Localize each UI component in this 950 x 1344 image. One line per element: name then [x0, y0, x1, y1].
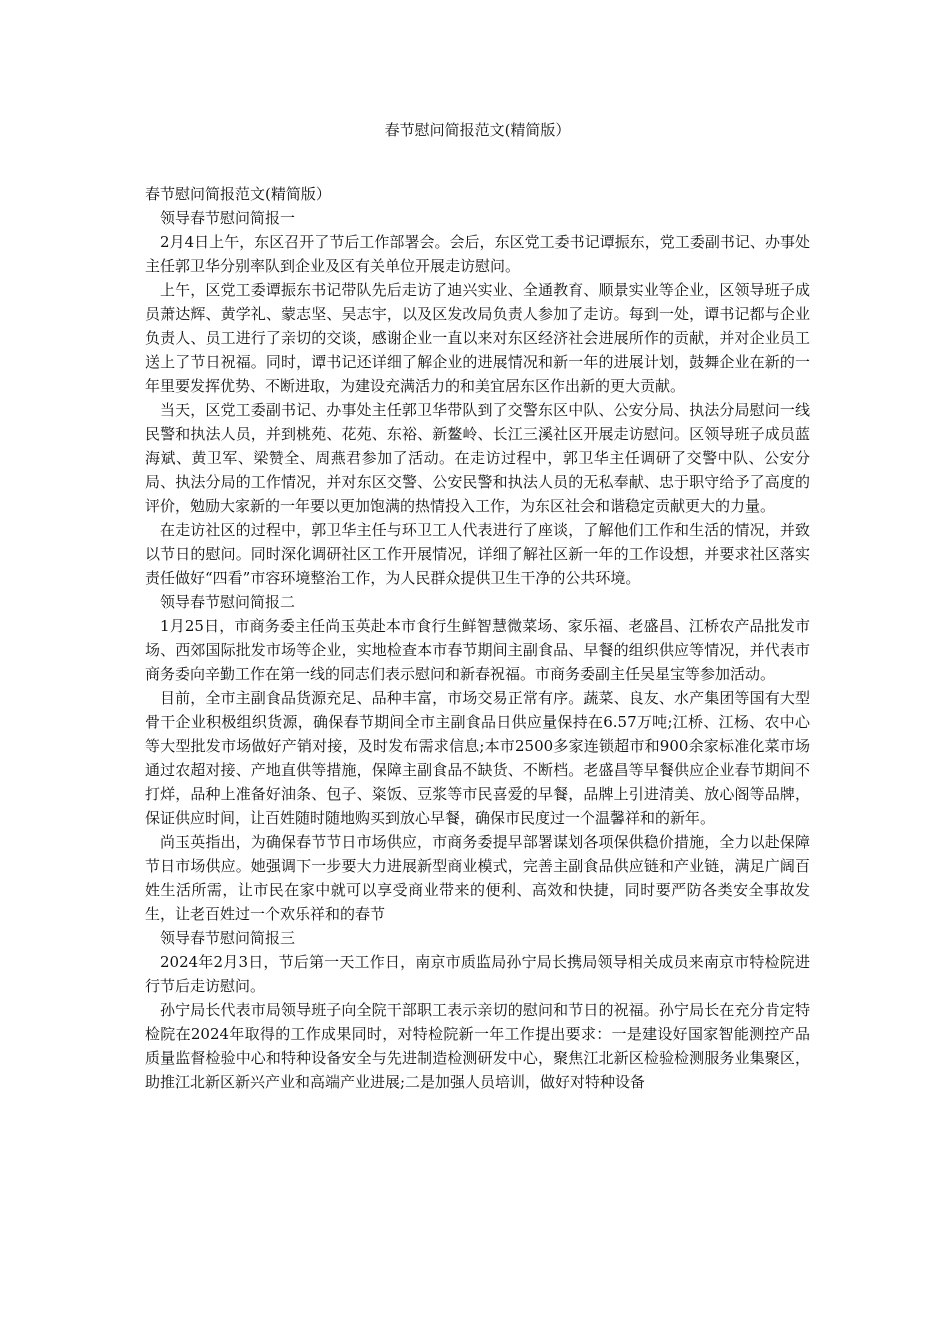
section-heading: 领导春节慰问简报一	[160, 209, 296, 227]
document-title: 春节慰问简报范文(精简版）	[384, 121, 571, 139]
section-heading: 领导春节慰问简报三	[160, 929, 296, 947]
paragraph: 1月25日，市商务委主任尚玉英赴本市食行生鲜智慧微菜场、家乐福、老盛昌、江桥农产品批发市场、西郊国际批发市场等企业，实地检查本市春节期间主副食品、早餐的组织供应等情况，并代表市商务委向辛勤工作在第一线的同志们表示慰问和新春祝福。市商务委副主任吴星宝等参加活动。	[145, 617, 810, 683]
section-heading: 领导春节慰问简报二	[160, 593, 296, 611]
section-2	[145, 590, 810, 926]
paragraph: 2月4日上午，东区召开了节后工作部署会。会后，东区党工委书记谭振东，党工委副书记、办事处主任郭卫华分别率队到企业及区有关单位开展走访慰问。	[145, 233, 810, 275]
section-3	[145, 926, 810, 1094]
document-subtitle: 春节慰问简报范文(精简版）	[145, 185, 331, 203]
paragraph: 目前，全市主副食品货源充足、品种丰富，市场交易正常有序。蔬菜、良友、水产集团等国有大型骨干企业积极组织货源，确保春节期间全市主副食品日供应量保持在6.57万吨;江桥、江杨、农中心等大型批发市场做好产销对接，及时发布需求信息;本市2500多家连锁超市和900余家标准化菜市场通过农超对接、产地直供等措施，保障主副食品不缺货、不断档。老盛昌等早餐供应企业春节期间不打烊，品种上准备好油条、包子、粢饭、豆浆等市民喜爱的早餐，品牌上引进清美、放心阁等品牌，保证供应时间，让百姓随时随地购买到放心早餐，确保市民度过一个温馨祥和的新年。	[145, 689, 810, 827]
paragraph: 尚玉英指出，为确保春节节日市场供应，市商务委提早部署谋划各项保供稳价措施，全力以赴保障节日市场供应。她强调下一步要大力进展新型商业模式，完善主副食品供应链和产业链，满足广阔百姓生活所需，让市民在家中就可以享受商业带来的便利、高效和快捷，同时要严防各类安全事故发生，让老百姓过一个欢乐祥和的春节	[145, 833, 810, 923]
document-page	[145, 120, 810, 1094]
section-1	[145, 206, 810, 590]
paragraph: 当天，区党工委副书记、办事处主任郭卫华带队到了交警东区中队、公安分局、执法分局慰问一线民警和执法人员，并到桃苑、花苑、东裕、新鳌岭、长江三溪社区开展走访慰问。区领导班子成员蓝海斌、黄卫军、梁赞全、周燕君参加了活动。在走访过程中，郭卫华主任调研了交警中队、公安分局、执法分局的工作情况，并对东区交警、公安民警和执法人员的无私奉献、忠于职守给予了高度的评价，勉励大家新的一年要以更加饱满的热情投入工作，为东区社会和谐稳定贡献更大的力量。	[145, 401, 810, 515]
paragraph: 孙宁局长代表市局领导班子向全院干部职工表示亲切的慰问和节日的祝福。孙宁局长在充分肯定特检院在2024年取得的工作成果同时，对特检院新一年工作提出要求：一是建设好国家智能测控产品质量监督检验中心和特种设备安全与先进制造检测研发中心，聚焦江北新区检验检测服务业集聚区，助推江北新区新兴产业和高端产业进展;二是加强人员培训，做好对特种设备	[145, 1001, 810, 1091]
paragraph: 在走访社区的过程中，郭卫华主任与环卫工人代表进行了座谈，了解他们工作和生活的情况，并致以节日的慰问。同时深化调研社区工作开展情况，详细了解社区新一年的工作设想，并要求社区落实责任做好“四看”市容环境整治工作，为人民群众提供卫生干净的公共环境。	[145, 521, 810, 587]
paragraph: 2024年2月3日，节后第一天工作日，南京市质监局孙宁局长携局领导相关成员来南京市特检院进行节后走访慰问。	[145, 953, 810, 995]
paragraph: 上午，区党工委谭振东书记带队先后走访了迪兴实业、全通教育、顺景实业等企业，区领导班子成员萧达辉、黄学礼、蒙志坚、吴志宇，以及区发改局负责人参加了走访。每到一处，谭书记都与企业负责人、员工进行了亲切的交谈，感谢企业一直以来对东区经济社会进展所作的贡献，并对企业员工送上了节日祝福。同时，谭书记还详细了解企业的进展情况和新一年的进展计划，鼓舞企业在新的一年里要发挥优势、不断进取，为建设充满活力的和美宜居东区作出新的更大贡献。	[145, 281, 810, 395]
